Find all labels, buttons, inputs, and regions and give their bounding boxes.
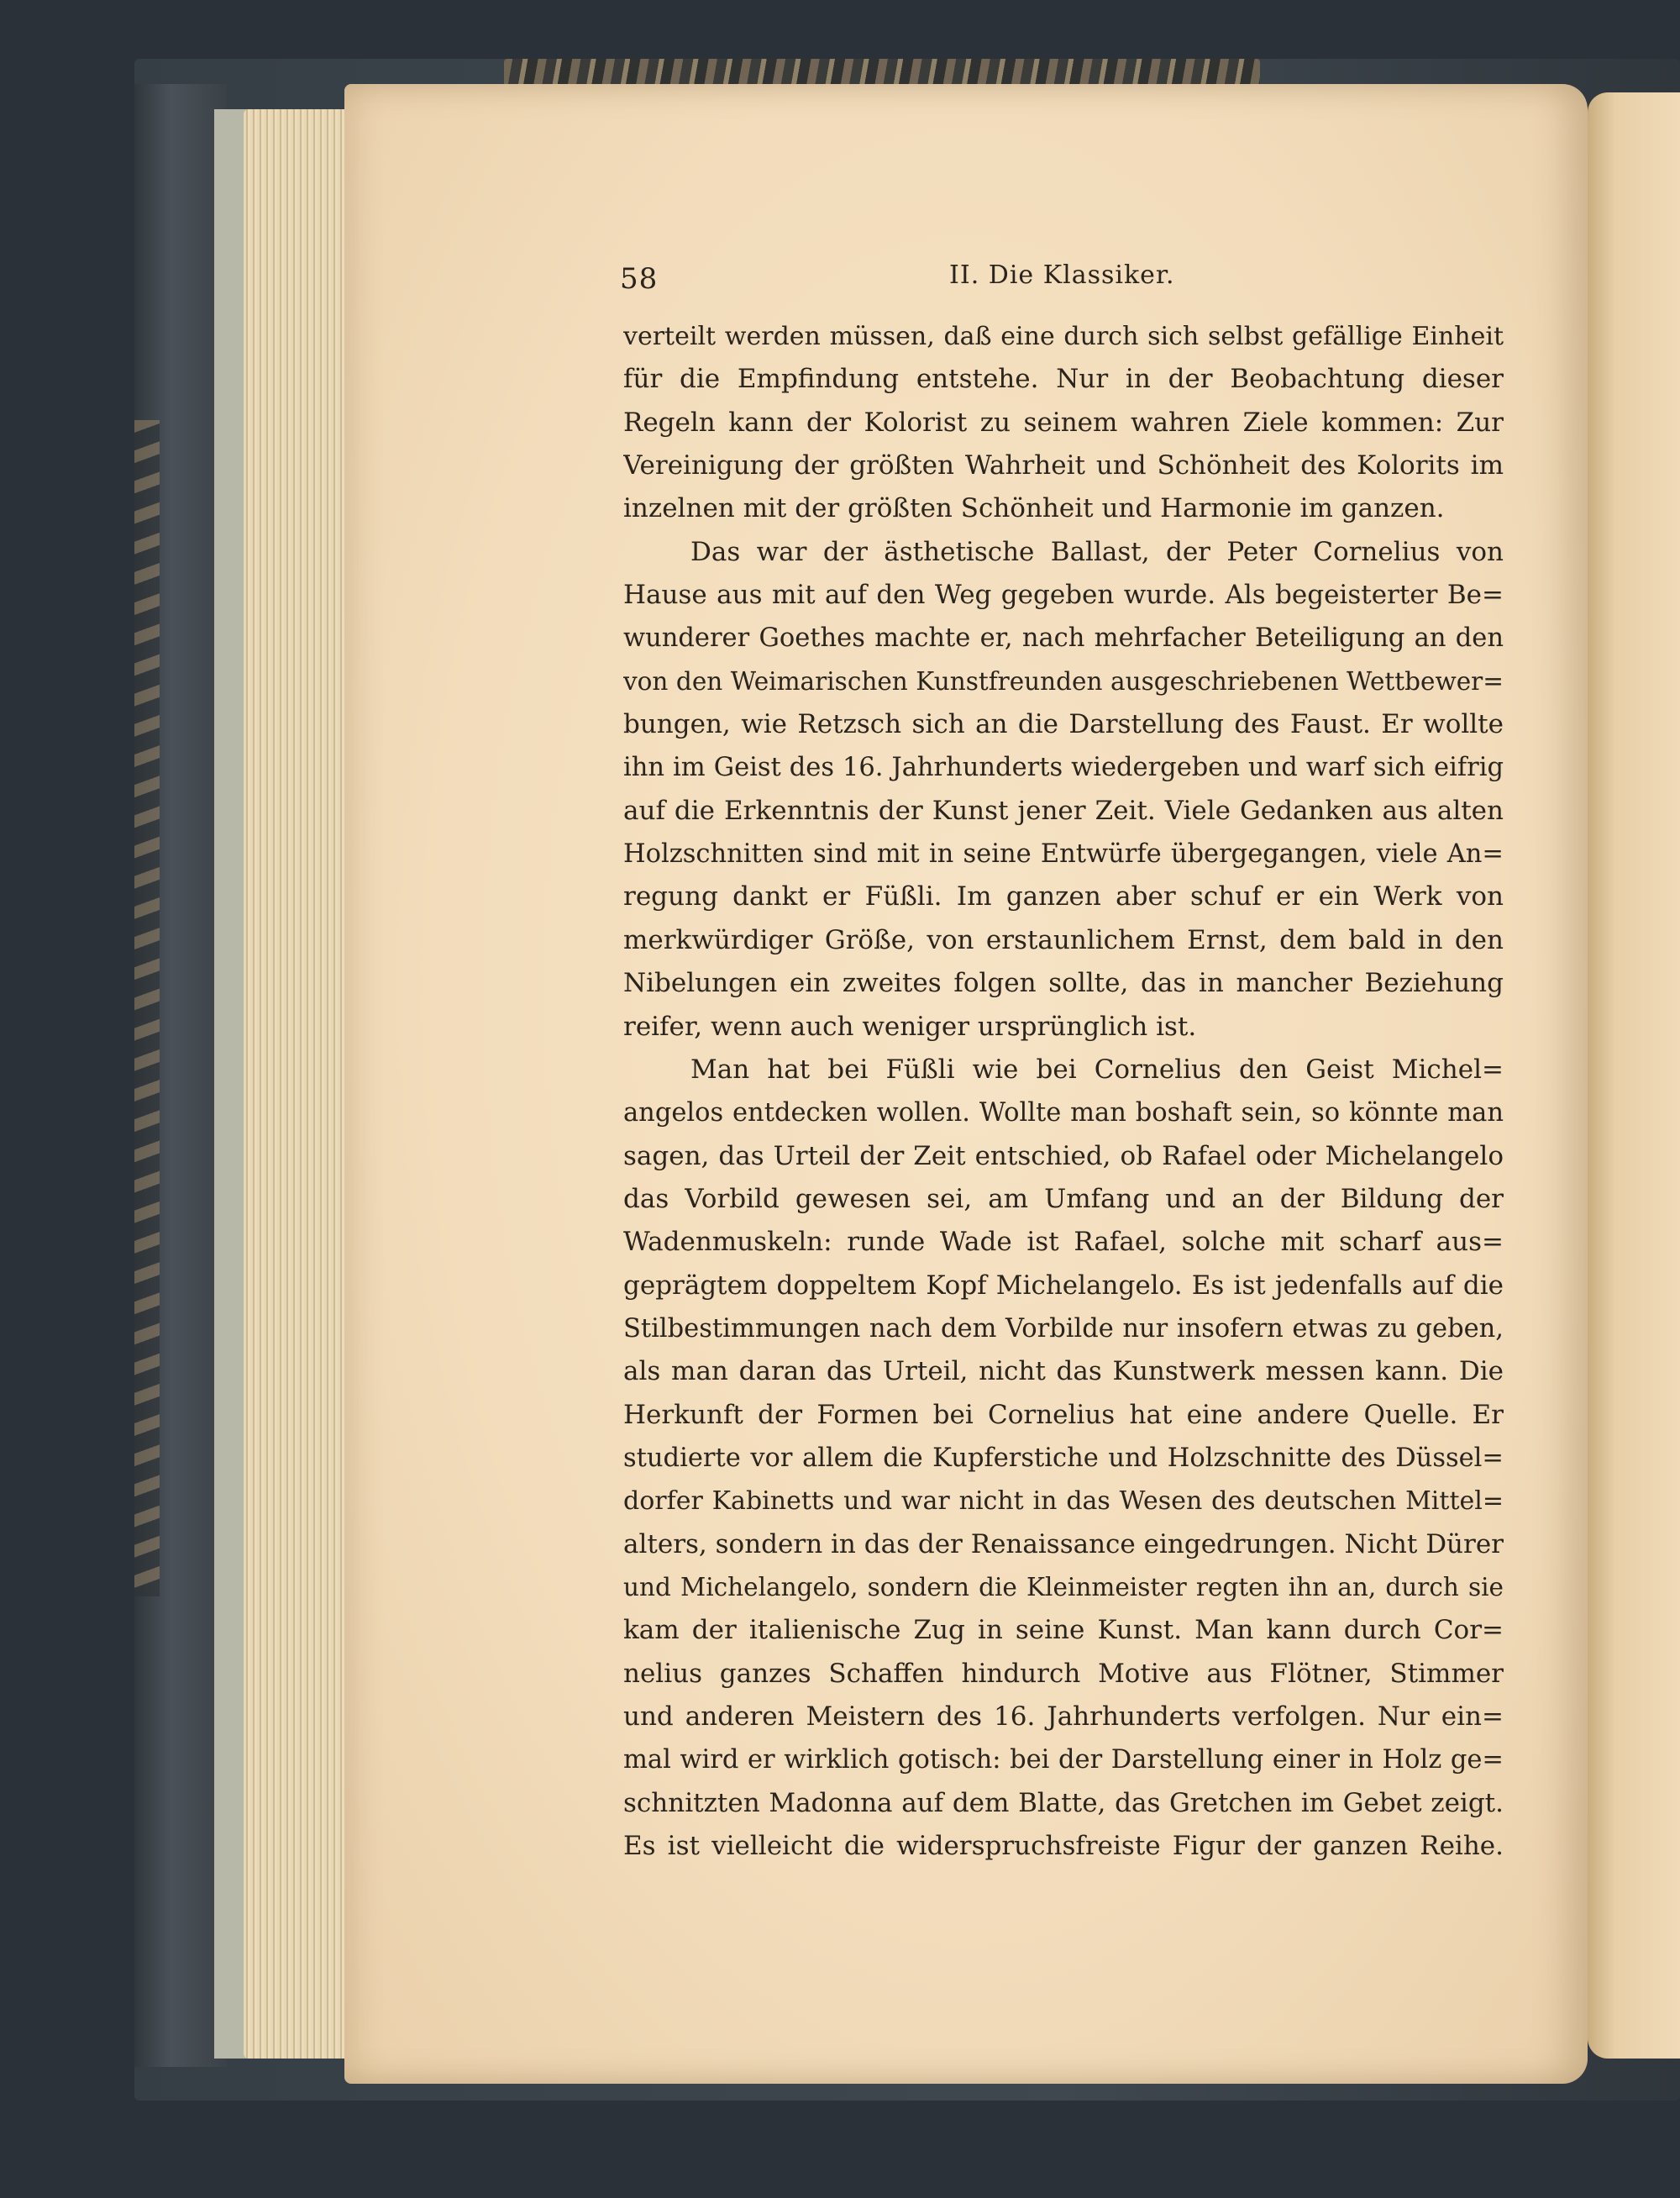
text-line: alters, sondern in das der Renaissance eingedrungen. Nicht Dürer xyxy=(623,1528,1504,1559)
text-line: angelos entdecken wollen. Wollte man boshaft sein, so könnte man xyxy=(623,1098,1504,1128)
text-line: Vereinigung der größten Wahrheit und Schönheit des Kolorits im xyxy=(623,450,1504,481)
text-line: Das war der ästhetische Ballast, der Peter Cornelius von xyxy=(690,536,1504,567)
text-line: und anderen Meistern des 16. Jahrhunderts verfolgen. Nur ein= xyxy=(623,1701,1504,1732)
text-line: für die Empfindung entstehe. Nur in der Beobachtung dieser xyxy=(623,364,1504,395)
text-line: kam der italienische Zug in seine Kunst. Man kann durch Cor= xyxy=(623,1615,1504,1646)
text-line: ihn im Geist des 16. Jahrhunderts wiedergeben und warf sich eifrig xyxy=(623,753,1504,783)
text-line: Herkunft der Formen bei Cornelius hat eine andere Quelle. Er xyxy=(623,1399,1504,1430)
facing-page-edge xyxy=(1588,92,1680,2059)
text-line: Stilbestimmungen nach dem Vorbilde nur insofern etwas zu geben, xyxy=(623,1313,1504,1344)
text-line: und Michelangelo, sondern die Kleinmeister regten ihn an, durch sie xyxy=(623,1572,1504,1601)
body-text xyxy=(623,315,1504,1868)
text-line: verteilt werden müssen, daß eine durch sich selbst gefällige Einheit xyxy=(623,322,1504,351)
text-line: merkwürdiger Größe, von erstaunlichem Ernst, dem bald in den xyxy=(623,924,1504,955)
text-line: auf die Erkenntnis der Kunst jener Zeit. Viele Gedanken aus alten xyxy=(623,795,1504,826)
text-line: dorfer Kabinetts und war nicht in das Wesen des deutschen Mittel= xyxy=(623,1486,1504,1517)
page-edges xyxy=(244,109,361,2059)
text-line: Holzschnitten sind mit in seine Entwürfe übergegangen, viele An= xyxy=(623,839,1504,870)
text-line: Regeln kann der Kolorist zu seinem wahren Ziele kommen: Zur xyxy=(623,407,1504,438)
text-line: Hause aus mit auf den Weg gegeben wurde. Als begeisterter Be= xyxy=(623,580,1504,611)
text-line: nelius ganzes Schaffen hindurch Motive aus Flötner, Stimmer xyxy=(623,1658,1504,1689)
text-line: Nibelungen ein zweites folgen sollte, das in mancher Beziehung xyxy=(623,968,1504,999)
spine-marbling xyxy=(134,420,160,1596)
text-line: geprägtem doppeltem Kopf Michelangelo. Es ist jedenfalls auf die xyxy=(623,1270,1504,1301)
text-line: Wadenmuskeln: runde Wade ist Rafael, solche mit scharf aus= xyxy=(623,1227,1504,1258)
text-line: wunderer Goethes machte er, nach mehrfacher Beteiligung an den xyxy=(623,623,1504,654)
text-line: inzelnen mit der größten Schönheit und Harmonie im ganzen. xyxy=(623,493,1445,524)
text-line: von den Weimarischen Kunstfreunden ausgeschriebenen Wettbewer= xyxy=(623,666,1504,696)
text-line: das Vorbild gewesen sei, am Umfang und an der Bildung der xyxy=(623,1183,1504,1214)
text-line: sagen, das Urteil der Zeit entschied, ob Rafael oder Michelangelo xyxy=(623,1140,1504,1171)
text-line: schnitzten Madonna auf dem Blatte, das Gretchen im Gebet zeigt. xyxy=(623,1787,1504,1818)
page-number: 58 xyxy=(620,262,659,296)
text-line: bungen, wie Retzsch sich an die Darstellung des Faust. Er wollte xyxy=(623,709,1504,740)
text-line: Es ist vielleicht die widerspruchsfreiste Figur der ganzen Reihe. xyxy=(623,1831,1504,1862)
text-line: reifer, wenn auch weniger ursprünglich ist. xyxy=(623,1011,1197,1042)
text-line: studierte vor allem die Kupferstiche und Holzschnitte des Düssel= xyxy=(623,1443,1504,1473)
running-title: II. Die Klassiker. xyxy=(949,260,1175,290)
text-line: regung dankt er Füßli. Im ganzen aber schuf er ein Werk von xyxy=(623,881,1504,912)
text-line: mal wird er wirklich gotisch: bei der Darstellung einer in Holz ge= xyxy=(623,1745,1504,1775)
text-line: als man daran das Urteil, nicht das Kunstwerk messen kann. Die xyxy=(623,1356,1504,1387)
text-line: Man hat bei Füßli wie bei Cornelius den Geist Michel= xyxy=(690,1054,1504,1085)
